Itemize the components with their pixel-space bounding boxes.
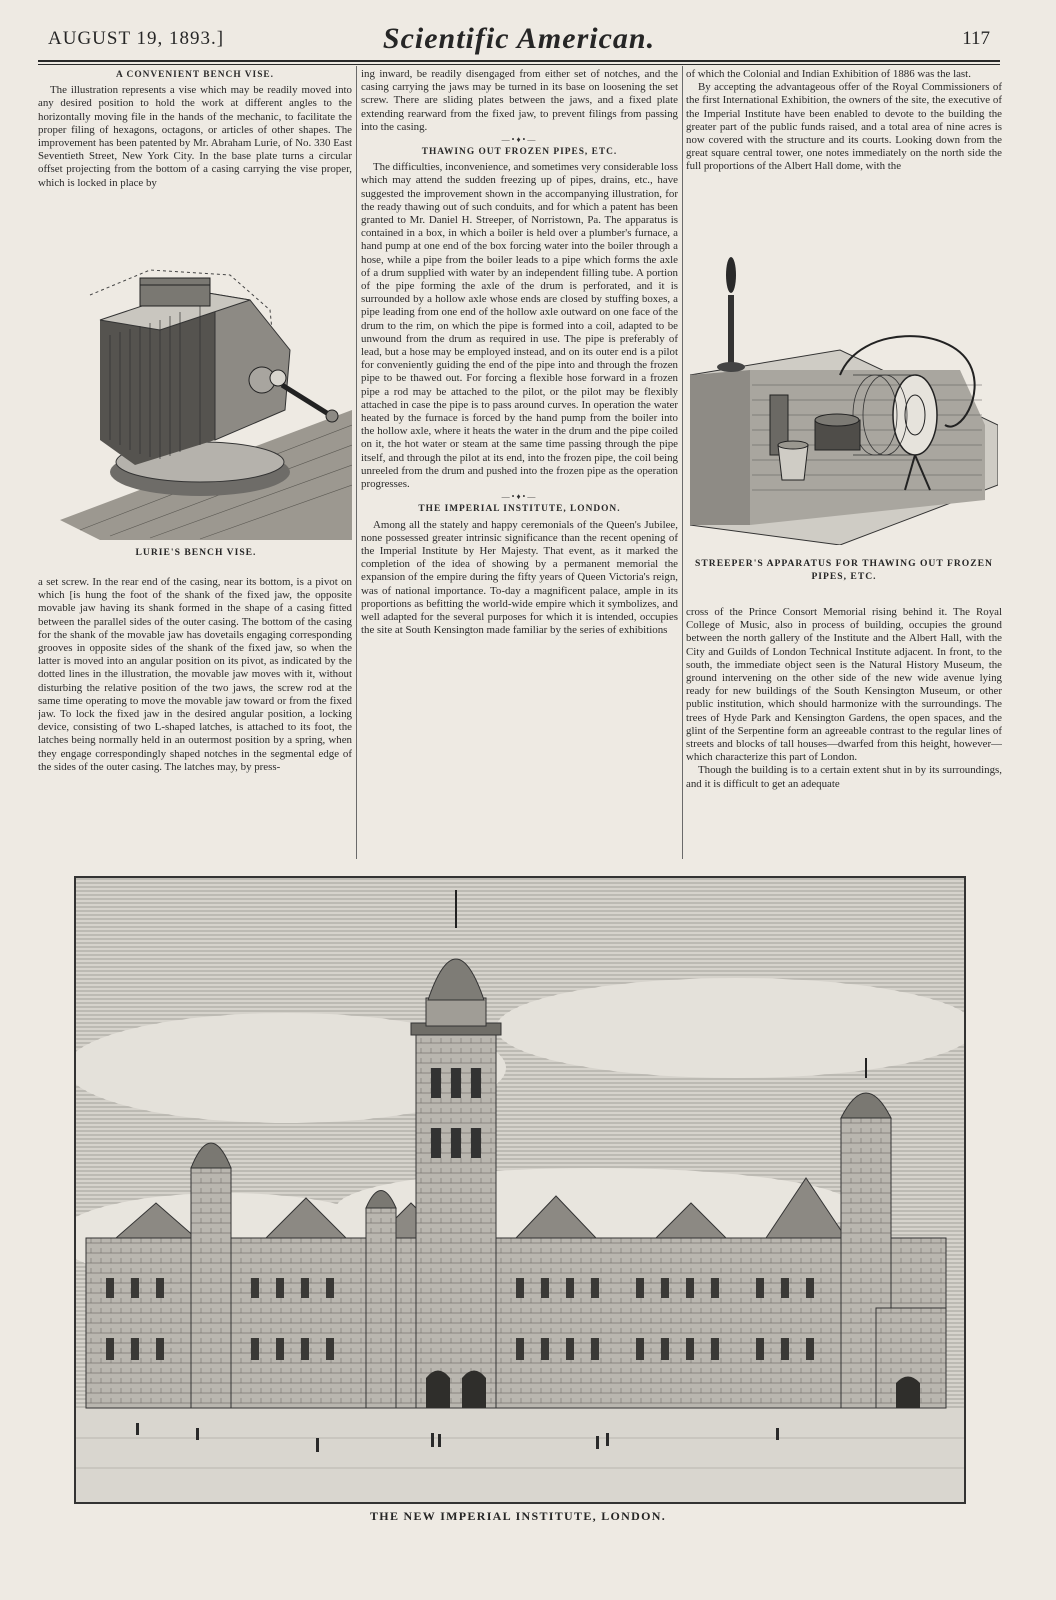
column-divider xyxy=(682,66,683,859)
institute-article-para-3: By accepting the advantageous offer of the Royal Commissioners of the first International Exhibition, the owners of the site, the executive of the Imperial Institute have been enabled to devote to the building the greater part of the public funds raised, and a total area of nine acres is now covered with the structure and its courts. Looking down from the great square central tower, one notes immediately on the north side the full proportions of the Albert Hall dome, with the xyxy=(686,81,1002,173)
imperial-institute-illustration xyxy=(74,876,966,1504)
vise-article-para-3: ing inward, be readily disengaged from either set of notches, and the casing carrying the jaws may be turned in its base on loosening the set screw. There are sliding plates between the jaws, and a fixed plate extending rearward from the fixed jaw, to prevent filings from passing into the casing. xyxy=(361,68,678,133)
vise-article-title: A CONVENIENT BENCH VISE. xyxy=(115,70,275,80)
pipes-article-body: The difficulties, inconvenience, and sometimes very considerable loss which may attend the sudden freezing up of pipes, drains, etc., have suggested the improvement shown in the accompanying illustration, for the ready thawing out of such conduits, and for which a patent has been granted to Mr. Daniel H. Streeper, of Norristown, Pa. The apparatus is contained in a box, in which a boiler is held over a plumber's furnace, a hand pump at one end of the box forcing water into the boiler through a hose, while a pipe from the boiler leads to a pipe which forms the axle of a drum supplied with water by an independent filling tube. A portion of the pipe forming the axle of the drum is perforated, and it is surrounded by a hollow axle whose ends are closed by stuffing boxes, a pipe leading from one end of the hollow axle outward on one face of the drum to the rim, on which the pipe is formed into a coil, adapted to be unwound from the drum as required in use. The pipe is preferably of lead, but a hose may be employed instead, and on its outer end is a pilot for conveniently guiding the end of the pipe into and through the frozen pipe to be thawed out. For forcing a flexible hose forward in a frozen pipe a rod may be attached to the pilot, or the pilot may be flexibly attached in case the pipe is to pass around curves. In operation the water heated by the furnace is forced by the hand pump from the boiler into the hollow axle, where it heats the water in the drum and the pipe coiled on it, the hot water or steam at the same time passing through the pipe itself, and through the pilot at its end, into the frozen pipe, the coil being unreeled from the drum and pushed into the frozen pipe as the operation progresses. xyxy=(361,161,678,491)
page-number: 117 xyxy=(962,28,990,49)
institute-article-para-5: Though the building is to a certain extent shut in by its surroundings, and it is difficult to get an adequate xyxy=(686,764,1002,790)
institute-article-para-2: of which the Colonial and Indian Exhibition of 1886 was the last. xyxy=(686,68,971,80)
column-1-bottom xyxy=(38,576,352,859)
section-ornament: —•♦•— xyxy=(501,492,538,502)
column-3-bottom xyxy=(686,606,1002,859)
column-2 xyxy=(361,68,678,859)
vise-figure-caption: LURIE'S BENCH VISE. xyxy=(135,547,257,558)
page-header xyxy=(38,22,1000,62)
pipes-article-title: THAWING OUT FROZEN PIPES, ETC. xyxy=(421,147,618,158)
apparatus-figure-caption: STREEPER'S APPARATUS FOR THAWING OUT FROZEN PIPES, ETC. xyxy=(695,558,993,582)
imperial-institute-engraving xyxy=(76,878,964,1502)
section-ornament: —•♦•— xyxy=(501,135,538,145)
issue-date: AUGUST 19, 1893.] xyxy=(48,28,225,49)
header-rule-thin xyxy=(38,64,1000,65)
vise-article-para-1: The illustration represents a vise which may be readily moved into any desired position to hold the work at different angles to the horizontally moving file in the hands of the mechanic, to facilitate the proper filing of hexagons, octagons, or articles of other shapes. The improvement has been patented by Mr. Abraham Lurie, of No. 330 East Seventieth Street, New York City. In the base plate turns a circular offset projecting from the bottom of a casing carrying the vise proper, which is locked in place by xyxy=(38,84,352,189)
bench-vise-illustration xyxy=(40,240,352,540)
institute-article-para-4: cross of the Prince Consort Memorial rising behind it. The Royal College of Music, also in process of building, occupies the ground between the north gallery of the Institute and the Albert Hall, with the City and Guilds of London Technical Institute adjacent. In front, to the south, the immediate object seen is the Natural History Museum, the ground intervening on the other side of the new wide avenue lying ready for new buildings of the South Kensington Museum, or other public institution, which should harmonize with the surroundings. The trees of Hyde Park and Kensington Gardens, the open spaces, and the glint of the Serpentine form an agreeable contrast to the regular lines of streets and blocks of tall houses—dwarfed from this height, however—which characterize this part of London. xyxy=(686,606,1002,764)
thawing-apparatus-illustration xyxy=(690,255,998,545)
vise-article-para-2: a set screw. In the rear end of the casing, near its bottom, is a pivot on which [is hung the foot of the shank of the fixed jaw, the opposite movable jaw having its shank formed in the shape of a casing fitted between the parallel sides of the outer casing. The bottom of the casing for the shank of the movable jaw has dovetails engaging corresponding grooves in opposite sides of the shank of the fixed jaw, so when the latter is moved into an angular position on its pivot, as indicated by the dotted lines in the illustration, the movable jaw moves with it, without disturbing the relative position of the two jaws, the screw rod at the same time operating to move the movable jaw toward or from the fixed jaw. To lock the fixed jaw in the desired angular position, a locking device, consisting of two L-shaped latches, is attached to its foot, the latches being normally held in an outermost position by a spring, when they engage correspondingly shaped notches in the segmental edge of the sides of the outer casing. The latches may, by press- xyxy=(38,576,352,773)
column-3-top xyxy=(686,68,1002,232)
column-divider xyxy=(356,66,357,859)
header-rule xyxy=(38,60,1000,62)
institute-article-title: THE IMPERIAL INSTITUTE, LONDON. xyxy=(418,504,621,515)
institute-article-para-1: Among all the stately and happy ceremonials of the Queen's Jubilee, none possessed greater intrinsic significance than the recent opening of the Imperial Institute by Her Majesty. That event, as it marked the completion of the idea of showing by a permanent memorial the expansion of the empire during the fifty years of Queen Victoria's reign, was of national importance. To-day a magnificent palace, ample in its proportions as befitting the world-wide empire which it symbolizes, and well adapted for the several purposes for which it is intended, occupies the site at South Kensington made familiar by the series of exhibitions xyxy=(361,518,678,637)
column-1-top xyxy=(38,68,352,236)
institute-figure-caption: THE NEW IMPERIAL INSTITUTE, LONDON. xyxy=(370,1509,666,1523)
masthead-title: Scientific American. xyxy=(382,22,656,55)
